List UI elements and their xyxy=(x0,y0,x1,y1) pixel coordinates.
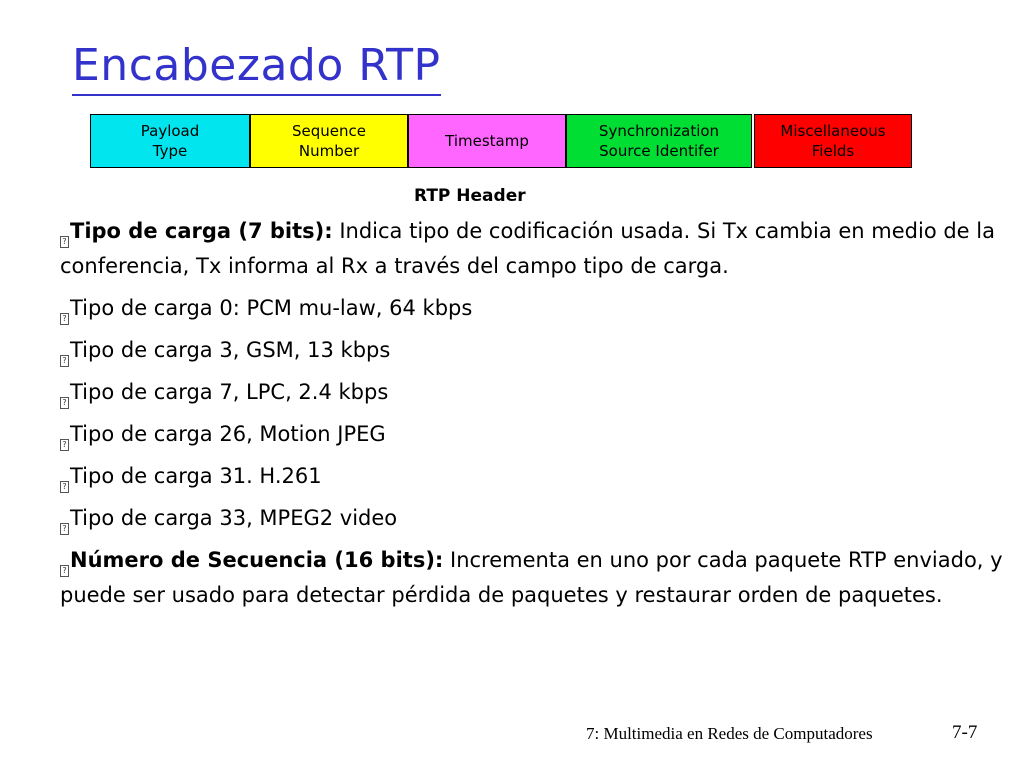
bullet-item xyxy=(60,417,1010,452)
bullet-item xyxy=(60,214,1010,284)
header-field-ssrc: Synchronization Source Identifer xyxy=(566,114,752,168)
page-number: 7-7 xyxy=(952,722,978,743)
bullet-box-icon: ? xyxy=(60,313,69,325)
bullet-box-icon: ? xyxy=(60,523,69,535)
rtp-header-diagram xyxy=(90,114,912,168)
bullet-text: Tipo de carga 26, Motion JPEG xyxy=(70,422,386,446)
bullet-text: Tipo de carga 7, LPC, 2.4 kbps xyxy=(70,380,389,404)
bullet-box-icon: ? xyxy=(60,397,69,409)
bullet-text: Tipo de carga 33, MPEG2 video xyxy=(70,506,398,530)
header-field-misc: Miscellaneous Fields xyxy=(754,114,912,168)
diagram-caption: RTP Header xyxy=(414,186,526,206)
bullet-item xyxy=(60,291,1010,326)
header-field-sequence-number: Sequence Number xyxy=(250,114,408,168)
footer-text: 7: Multimedia en Redes de Computadores xyxy=(586,724,873,743)
bullet-bold-text: Tipo de carga (7 bits): xyxy=(70,219,333,243)
bullet-box-icon: ? xyxy=(60,355,69,367)
bullet-item xyxy=(60,501,1010,536)
bullet-text: Tipo de carga 0: PCM mu-law, 64 kbps xyxy=(70,296,473,320)
bullet-item xyxy=(60,333,1010,368)
bullet-text: Indica tipo de codificación usada. Si Tx cambia en medio de la conferencia, Tx informa al Rx a través del campo tipo de carga. xyxy=(60,219,995,278)
bullet-box-icon: ? xyxy=(60,439,69,451)
bullet-box-icon: ? xyxy=(60,565,69,577)
bullet-bold-text: Número de Secuencia (16 bits): xyxy=(70,548,444,572)
bullet-item xyxy=(60,375,1010,410)
bullet-box-icon: ? xyxy=(60,481,69,493)
bullet-text: Incrementa en uno por cada paquete RTP enviado, y puede ser usado para detectar pérdida de paquetes y restaurar orden de paquetes. xyxy=(60,548,1003,607)
header-field-timestamp: Timestamp xyxy=(408,114,566,168)
bullet-item xyxy=(60,459,1010,494)
header-field-payload-type: Payload Type xyxy=(90,114,250,168)
bullet-text: Tipo de carga 3, GSM, 13 kbps xyxy=(70,338,391,362)
bullet-text: Tipo de carga 31. H.261 xyxy=(70,464,322,488)
slide-title: Encabezado RTP xyxy=(72,44,441,96)
bullet-box-icon: ? xyxy=(60,236,69,248)
bullet-item xyxy=(60,543,1010,613)
bullet-list xyxy=(60,214,1010,620)
